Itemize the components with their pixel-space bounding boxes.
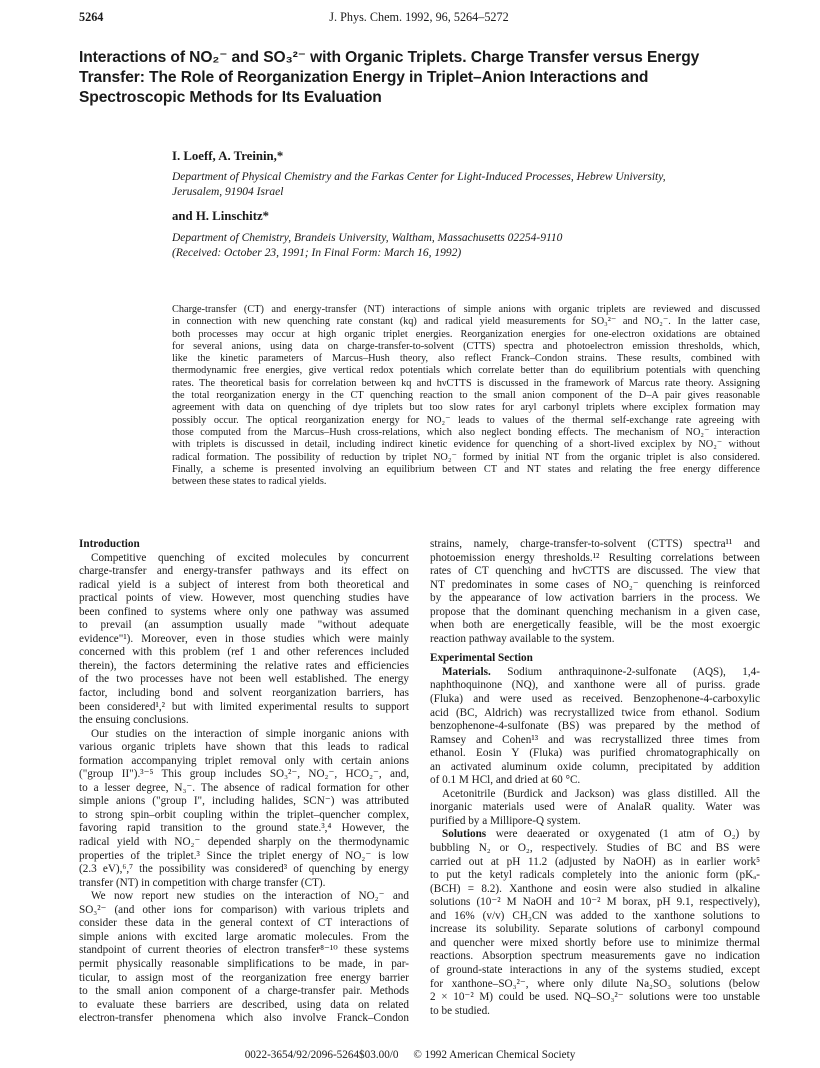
- text-line: bubbling N₂ or O₂, respectively. Studies of BC and BS were: [430, 842, 760, 855]
- text-line: to prevail (an assumption usually made "without adequate: [79, 619, 409, 632]
- text-line: been considered¹,² but with limited experimental results to support: [79, 700, 409, 713]
- text-line: NT predominates in some cases of NO₂⁻ quenching is reinforced: [430, 578, 760, 591]
- abstract-line: those computed from the Marcus–Hush cross-relations, which also neglect bonding effects. The mechanism of NO₂⁻ interaction: [172, 426, 760, 438]
- copyright: © 1992 American Chemical Society: [413, 1049, 576, 1061]
- text-line: propose that the dominant quenching mechanism in a given case,: [430, 605, 760, 618]
- experimental-heading: Experimental Section: [430, 652, 533, 665]
- abstract-line: thermodynamic free energies, give vertical redox potentials which correlate better than do equilibrium potentials with quenching: [172, 365, 760, 377]
- text-line: concerned with this problem (ref 1 and other references included: [79, 646, 409, 659]
- text-line: and 16% (v/v) CH₃CN was added to the xanthone solutions to: [430, 909, 760, 922]
- text-line: to put the ketyl radicals completely into the anionic form (pKₐ-: [430, 869, 760, 882]
- text-line: formation accompanying triplet removal only with certain anions: [79, 754, 409, 767]
- text-line: of the two processes have not been well established. The energy: [79, 673, 409, 686]
- text-line: SO₃²⁻ (and other ions for comparison) with various triplets and: [79, 903, 409, 916]
- abstract-line: possibly occur. The optical reorganization energy for NO₂⁻ leads to values of the thermal self-exchange rate agreeing with: [172, 414, 760, 426]
- abstract-line: like the kinetic parameters of Marcus–Hush theory, also reflect Franck–Condon strains. These results, combined with: [172, 353, 760, 365]
- text-line: (2.3 eV),⁶,⁷ the possibility was considered³ of quenching by energy: [79, 863, 409, 876]
- text-line: rates of CT quenching and hνCTTS are discussed. The view that: [430, 565, 760, 578]
- text-line: simple anions ("group I", including halides, SCN⁻) was attributed: [79, 795, 409, 808]
- abstract-line: the total reorganization energy in the CT quenching reaction to the small anion component of the D–A pair gives reasonable: [172, 390, 760, 402]
- text-line: factor, including bond and solvent reorganization barriers, has: [79, 687, 409, 700]
- text-line: (Fluka) and were used as received. Benzophenone-4-carboxylic: [430, 693, 760, 706]
- text-line: acid (BC, Aldrich) was recrystallized twice from ethanol. Sodium: [430, 706, 760, 719]
- abstract-line: agreement with data on quenching of dye triplets but too slow rates for aryl carbonyl triplets where exciplex formation may: [172, 402, 760, 414]
- text-line: to the small anion component of a charge-transfer pair. Methods: [79, 985, 409, 998]
- authors-secondary: and H. Linschitz*: [172, 209, 270, 223]
- text-line: 2 × 10⁻² M) could be used. NQ–SO₃²⁻ solutions were too unstable: [430, 991, 760, 1004]
- text-line: Acetonitrile (Burdick and Jackson) was glass distilled. All the: [442, 787, 760, 800]
- affiliation-brandeis: [172, 231, 772, 261]
- abstract-line: between these states to radical yields.: [172, 476, 327, 488]
- received-dates: (Received: October 23, 1991; In Final Form: March 16, 1992): [172, 247, 462, 259]
- text-line: strains, namely, charge-transfer-to-solvent (CTTS) spectra¹¹ and: [430, 538, 760, 550]
- text-line: ticular, to assign most of the reorganization free energy barrier: [79, 971, 409, 984]
- abstract-line: rates. The theoretical basis for correlation between kq and hνCTTS is discussed in the framework of Marcus rate theory. Assigning: [172, 377, 760, 389]
- text-line: various organic triplets have shown that this leads to radical: [79, 741, 409, 754]
- text-line: reactions. Absorption spectrum measurements gave no indication: [430, 950, 760, 963]
- text-line: to be studied.: [430, 1004, 490, 1017]
- text-line: electron-transfer phenomena which also involve Franck–Condon: [79, 1012, 409, 1025]
- abstract-line: Charge-transfer (CT) and energy-transfer (NT) interactions of simple anions with organic triplets are reviewed and discussed: [172, 304, 760, 315]
- article-title: [79, 48, 779, 108]
- abstract-line: with triplets is discussed in detail, including indirect kinetic evidence for quenching of a short-lived exciplex by NO₂⁻ without: [172, 439, 760, 451]
- text-line: to evaluate these barriers are described, using data on related: [79, 998, 409, 1011]
- text-line: Solutions were deaerated or oxygenated (1 atm of O₂) by: [442, 828, 760, 841]
- abstract-line: radical formation. The possibility of reduction by triplet NO₂⁻ formed by initial NT from the organic triplet is also considered.: [172, 451, 760, 463]
- text-line: inorganic materials used were of AnalaR quality. Water was: [430, 801, 760, 814]
- text-line: and quencher were mixed shortly before use to minimize thermal: [430, 936, 760, 949]
- abstract-line: both processes may occur at high organic triplet energies. Reorganization energies for one-electron oxidations are obtained: [172, 328, 760, 340]
- text-line: radical yield is a subject of interest from both theoretical and: [79, 578, 409, 591]
- text-line: favoring rapid transition to the ground state.³,⁴ However, the: [79, 822, 409, 835]
- text-line: ("group II").³⁻⁵ This group includes SO₃²⁻, NO₂⁻, HCO₂⁻, and,: [79, 768, 409, 781]
- affiliation-hebrew-university: [172, 170, 772, 200]
- running-header: [79, 10, 759, 26]
- text-line: an activated aluminum oxide column, precipitated by addition: [430, 760, 760, 773]
- journal-citation: J. Phys. Chem. 1992, 96, 5264–5272: [329, 10, 509, 24]
- page-footer: [0, 1049, 820, 1061]
- text-line: evidence"¹). Moreover, even in those studies which were mainly: [79, 632, 409, 645]
- title-line: Spectroscopic Methods for Its Evaluation: [79, 89, 382, 106]
- introduction-heading: Introduction: [79, 538, 140, 550]
- abstract-line: for several anions, using data on charge-transfer-to-solvent (CTTS) spectra and photoelectron emission thresholds, which,: [172, 340, 760, 352]
- text-line: purified by a Millipore-Q system.: [430, 814, 581, 827]
- text-line: benzophenone-4-sulfonate (BS) was prepared by the method of: [430, 720, 760, 733]
- text-line: standpoint of current theories of electron transfer⁸⁻¹⁰ these systems: [79, 944, 409, 957]
- text-line: of ground-state interactions in any of the systems studied, except: [430, 963, 760, 976]
- text-line: reaction pathway available to the system.: [430, 632, 615, 645]
- text-line: Competitive quenching of excited molecules by concurrent: [91, 551, 409, 564]
- text-line: transfer (NT) in competition with charge transfer (CT).: [79, 876, 326, 889]
- text-line: solutions (10⁻² M NaOH and 10⁻² M borax, pH 9.1, respectively),: [430, 896, 760, 909]
- text-line: simple anions with excited large aromatic molecules. From the: [79, 930, 409, 943]
- affiliation-line: Department of Chemistry, Brandeis University, Waltham, Massachusetts 02254-9110: [172, 232, 563, 244]
- abstract: [172, 304, 760, 488]
- text-line: Our studies on the interaction of simple inorganic anions with: [91, 727, 409, 740]
- text-line: therein), the factors determining the relative rates and efficiencies: [79, 659, 409, 672]
- text-line: consider these data in the general context of CT interactions of: [79, 917, 409, 930]
- text-line: carried out at pH 11.2 (adjusted by NaOH) as in earlier work⁵: [430, 855, 760, 868]
- affiliation-line: Jerusalem, 91904 Israel: [172, 186, 284, 198]
- abstract-line: Finally, a scheme is presented involving an equilibrium between CT and NT states and relating the free energy difference: [172, 463, 760, 475]
- title-line: Transfer: The Role of Reorganization Energy in Triplet–Anion Interactions and: [79, 69, 649, 86]
- article-code: 0022-3654/92/2096-5264$03.00/0: [244, 1049, 399, 1061]
- abstract-line: in connection with new quenching rate constant (kq) and radical yield measurements for SO₃²⁻ and NO₂⁻. In the latter case,: [172, 316, 760, 328]
- text-line: naphthoquinone (NQ), and xanthone were all of puriss. grade: [430, 679, 760, 692]
- title-line: Interactions of NO₂⁻ and SO₃²⁻ with Organic Triplets. Charge Transfer versus Energy: [79, 49, 700, 66]
- text-line: practical points of view. However, most quenching studies have: [79, 592, 409, 605]
- text-line: the ensuing conclusions.: [79, 714, 189, 727]
- text-line: for xanthone–SO₃²⁻, where only dilute Na₂SO₃ solutions (below: [430, 977, 760, 990]
- text-line: We now report new studies on the interaction of NO₂⁻ and: [91, 890, 409, 903]
- text-line: been confined to systems where only one pathway was assumed: [79, 605, 409, 618]
- affiliation-line: Department of Physical Chemistry and the Farkas Center for Light-Induced Processes, Hebrew University,: [172, 171, 666, 183]
- text-line: Materials. Sodium anthraquinone-2-sulfonate (AQS), 1,4-: [442, 665, 760, 678]
- right-column: [430, 538, 760, 1018]
- text-line: to strong spin–orbit coupling within the triplet–quencher complex,: [79, 808, 409, 821]
- text-line: ethanol. Eosin Y (Fluka) was purified chromatographically on: [430, 747, 760, 760]
- text-line: photoemission energy thresholds.¹² Resulting correlations between: [430, 551, 760, 564]
- text-line: increase its solubility. Separate solutions of carbonyl compound: [430, 923, 760, 936]
- text-line: charge-transfer and energy-transfer pathways and its effect on: [79, 565, 409, 578]
- page-number: 5264: [79, 10, 104, 24]
- left-column: [79, 538, 409, 1026]
- text-line: by the appearance of low activation barriers in the process. We: [430, 592, 760, 605]
- text-line: when both are energetically feasible, will be the most exoergic: [430, 619, 760, 632]
- text-line: properties of the triplet.³ Since the triplet energy of NO₂⁻ is low: [79, 849, 409, 862]
- text-line: Ramsey and Cohen¹³ and was recrystallized three times from: [430, 733, 760, 746]
- text-line: (BCH) = 8.2). Xanthone and eosin were also studied in alkaline: [430, 882, 760, 895]
- text-line: to a lesser degree, N₃⁻. The absence of radical formation for other: [79, 781, 409, 794]
- authors-primary: I. Loeff, A. Treinin,*: [172, 149, 284, 163]
- text-line: of 0.1 M HCl, and dried at 60 °C.: [430, 774, 581, 787]
- text-line: radical yield with NO₂⁻ depended sharply on the thermodynamic: [79, 836, 409, 849]
- text-line: permit physically reasonable simplifications to be made, in par-: [79, 957, 409, 970]
